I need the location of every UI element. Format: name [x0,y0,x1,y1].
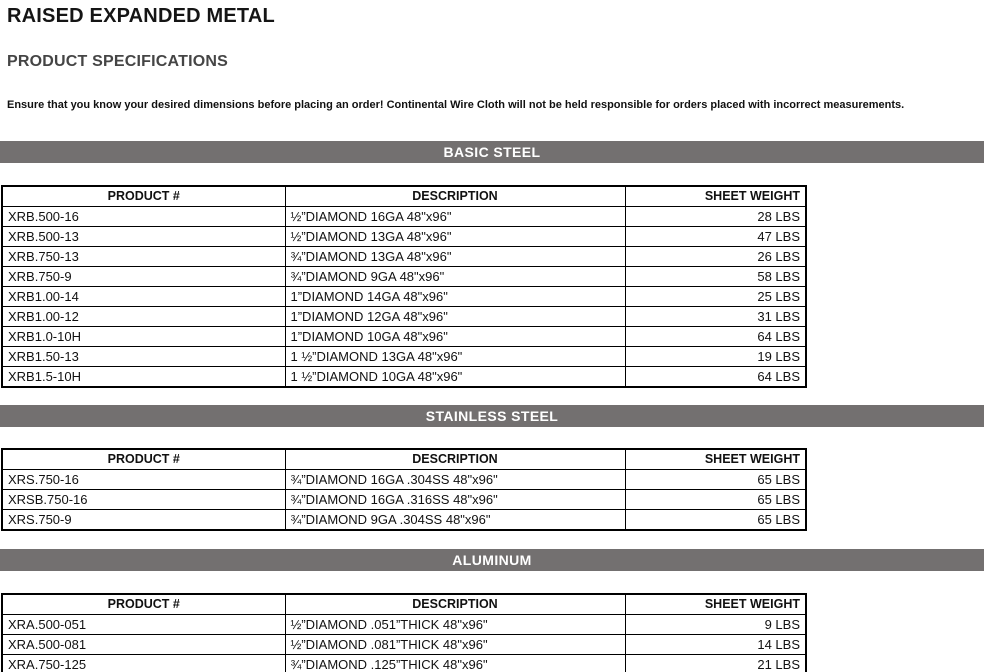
spec-table [1,448,807,531]
sheet-weight-cell: 9 LBS [625,615,806,635]
product-number-cell: XRB.750-9 [2,267,285,287]
column-header-product: PRODUCT # [2,186,285,207]
product-number-cell: XRS.750-16 [2,470,285,490]
description-cell: ½”DIAMOND .051”THICK 48"x96" [285,615,625,635]
column-header-sheet-weight: SHEET WEIGHT [625,449,806,470]
table-row [2,307,806,327]
column-header-product: PRODUCT # [2,594,285,615]
column-header-description: DESCRIPTION [285,449,625,470]
description-cell: ½”DIAMOND 13GA 48"x96" [285,227,625,247]
product-number-cell: XRB.500-13 [2,227,285,247]
sheet-weight-cell: 19 LBS [625,347,806,367]
table-header-row [2,594,806,615]
sheet-weight-cell: 64 LBS [625,367,806,388]
sheet-weight-cell: 64 LBS [625,327,806,347]
section-title: ALUMINUM [452,552,532,568]
sheet-weight-cell: 31 LBS [625,307,806,327]
product-number-cell: XRB1.5-10H [2,367,285,388]
column-header-sheet-weight: SHEET WEIGHT [625,594,806,615]
table-row [2,490,806,510]
section-header-bar [0,405,984,427]
page-title: RAISED EXPANDED METAL [7,5,275,27]
sheet-weight-cell: 26 LBS [625,247,806,267]
table-row [2,207,806,227]
product-number-cell: XRB1.00-14 [2,287,285,307]
section-title: STAINLESS STEEL [425,408,559,424]
product-number-cell: XRA.500-051 [2,615,285,635]
description-cell: ½”DIAMOND .081”THICK 48"x96" [285,635,625,655]
table-row [2,655,806,672]
sheet-weight-cell: 65 LBS [625,470,806,490]
description-cell: ¾”DIAMOND 9GA .304SS 48"x96" [285,510,625,531]
table-row [2,367,806,388]
table-header-row [2,186,806,207]
description-cell: ¾”DIAMOND .125”THICK 48"x96" [285,655,625,672]
description-cell: ¾”DIAMOND 16GA .304SS 48"x96" [285,470,625,490]
sheet-weight-cell: 65 LBS [625,510,806,531]
column-header-product: PRODUCT # [2,449,285,470]
description-cell: 1 ½”DIAMOND 13GA 48"x96" [285,347,625,367]
product-number-cell: XRB1.50-13 [2,347,285,367]
warning-text: Ensure that you know your desired dimensions before placing an order! Continental Wire Cloth will not be held responsible for orders placed with incorrect measurements. [7,99,905,111]
table-row [2,327,806,347]
product-number-cell: XRB.750-13 [2,247,285,267]
sheet-weight-cell: 14 LBS [625,635,806,655]
column-header-description: DESCRIPTION [285,186,625,207]
table-row [2,635,806,655]
product-number-cell: XRA.750-125 [2,655,285,672]
section-header-bar [0,549,984,571]
sheet-weight-cell: 28 LBS [625,207,806,227]
table-row [2,227,806,247]
table-row [2,615,806,635]
sheet-weight-cell: 58 LBS [625,267,806,287]
section-title: BASIC STEEL [443,144,541,160]
column-header-sheet-weight: SHEET WEIGHT [625,186,806,207]
table-row [2,510,806,531]
description-cell: ½”DIAMOND 16GA 48"x96" [285,207,625,227]
product-number-cell: XRB1.0-10H [2,327,285,347]
table-row [2,267,806,287]
product-number-cell: XRSB.750-16 [2,490,285,510]
sheet-weight-cell: 65 LBS [625,490,806,510]
description-cell: 1”DIAMOND 12GA 48"x96" [285,307,625,327]
description-cell: ¾”DIAMOND 13GA 48"x96" [285,247,625,267]
spec-table [1,593,807,672]
table-row [2,247,806,267]
description-cell: 1 ½”DIAMOND 10GA 48"x96" [285,367,625,388]
description-cell: ¾”DIAMOND 9GA 48"x96" [285,267,625,287]
description-cell: ¾”DIAMOND 16GA .316SS 48"x96" [285,490,625,510]
column-header-description: DESCRIPTION [285,594,625,615]
section-header-bar [0,141,984,163]
product-number-cell: XRB.500-16 [2,207,285,227]
description-cell: 1”DIAMOND 10GA 48"x96" [285,327,625,347]
description-cell: 1”DIAMOND 14GA 48"x96" [285,287,625,307]
table-row [2,470,806,490]
product-number-cell: XRB1.00-12 [2,307,285,327]
page-subtitle: PRODUCT SPECIFICATIONS [7,53,229,70]
product-number-cell: XRA.500-081 [2,635,285,655]
table-header-row [2,449,806,470]
product-number-cell: XRS.750-9 [2,510,285,531]
table-row [2,287,806,307]
table-row [2,347,806,367]
sheet-weight-cell: 21 LBS [625,655,806,672]
sheet-weight-cell: 25 LBS [625,287,806,307]
spec-table [1,185,807,388]
sheet-weight-cell: 47 LBS [625,227,806,247]
